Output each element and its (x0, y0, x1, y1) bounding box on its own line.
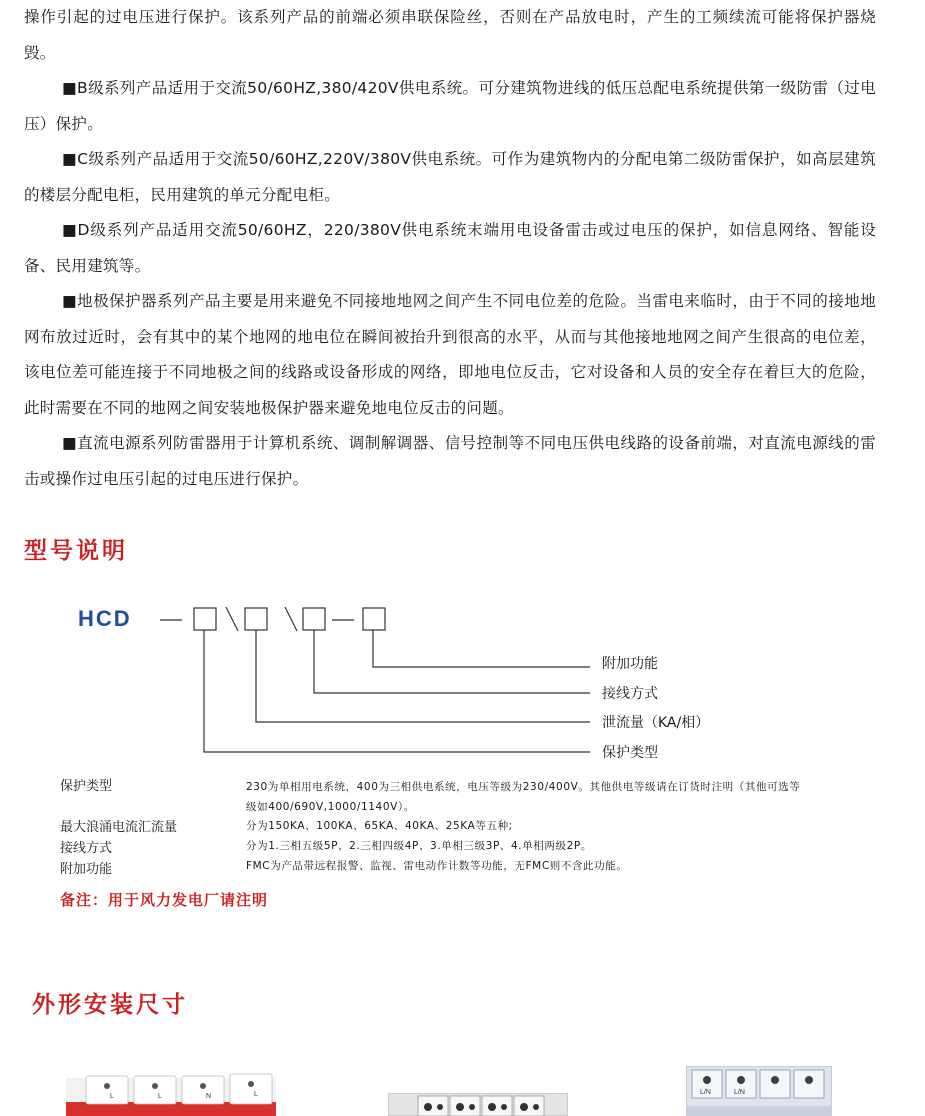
desc-label-wiring: 接线方式 (60, 841, 113, 856)
module-unit (182, 1076, 224, 1104)
dimensions-section-title: 外形安装尺寸 (32, 992, 188, 1018)
model-prefix: HCD (78, 606, 132, 631)
callout-function: 附加功能 (602, 656, 658, 672)
desc-text-function: FMC为产品带远程报警、监视、雷电动作计数等功能，无FMC则不含此功能。 (246, 860, 628, 872)
model-section-title: 型号说明 (24, 538, 128, 564)
desc-text-surge: 分为150KA、100KA、65KA、40KA、25KA等五种; (246, 820, 513, 832)
leader-protection-type (204, 630, 590, 752)
code-box-wiring (303, 608, 325, 630)
desc-text-protection-type: 230为单相用电系统，400为三相供电系统，电压等级为230/400V。其他供电等级请在订货时注明（其他可选等级如400/690V,1000/1140V）。 (246, 781, 801, 813)
paragraph-intro-tail: 操作引起的过电压进行保护。该系列产品的前端必须串联保险丝，否则在产品放电时，产生的工频续流可能将保护器烧毁。 (24, 8, 876, 62)
terminal-label: N (206, 1093, 212, 1100)
leader-discharge (256, 630, 590, 722)
callout-discharge: 泄流量（KA/相） (602, 715, 710, 731)
terminal-icon (488, 1103, 496, 1111)
terminal-icon (200, 1083, 206, 1089)
callout-wiring: 接线方式 (602, 686, 658, 702)
leader-wiring (314, 630, 590, 693)
terminal-icon (805, 1076, 813, 1084)
terminal-icon (469, 1104, 475, 1110)
paragraph-ground-protector: ■地极保护器系列产品主要是用来避免不同接地地网之间产生不同电位差的危险。当雷电来临时，由于不同的接地地网布放过近时，会有其中的某个地网的地电位在瞬间被抬升到很高的水平，从而与其他接地地网之间产生很高的电位差，该电位差可能连接于不同地极之间的线路或设备形成的网络，即地电位反击，它对设备和人员的安全存在着巨大的危险，此时需要在不同的地网之间安装地极保护器来避免地电位反击的问题。 (24, 292, 876, 417)
terminal-icon (104, 1083, 110, 1089)
paragraph-b-class: ■B级系列产品适用于交流50/60HZ,380/420V供电系统。可分建筑物进线的低压总配电系统提供第一级防雷（过电压）保护。 (24, 79, 876, 133)
terminal-label: L/N (734, 1089, 745, 1096)
terminal-label: L/N (700, 1089, 711, 1096)
terminal-icon (771, 1076, 779, 1084)
module-unit (134, 1076, 176, 1104)
paragraph-dc-protector: ■直流电源系列防雷器用于计算机系统、调制解调器、信号控制等不同电压供电线路的设备前端，对直流电源线的雷击或操作过电压引起的过电压进行保护。 (24, 434, 876, 488)
callout-protection-type: 保护类型 (602, 745, 658, 761)
desc-label-function: 附加功能 (60, 862, 113, 877)
terminal-icon (456, 1103, 464, 1111)
slash-separator (285, 607, 297, 631)
module-unit (514, 1096, 544, 1116)
terminal-icon (533, 1104, 539, 1110)
model-code-diagram (0, 595, 925, 770)
model-note: 备注：用于风力发电厂请注明 (60, 891, 269, 909)
product-photo-blue-modules (686, 1066, 832, 1116)
desc-label-surge: 最大浪涌电流汇流量 (60, 820, 178, 835)
terminal-icon (248, 1081, 254, 1087)
paragraph-c-class: ■C级系列产品适用于交流50/60HZ,220V/380V供电系统。可作为建筑物内的分配电第二级防雷保护，如高层建筑的楼层分配电柜，民用建筑的单元分配电柜。 (24, 150, 876, 204)
module-unit (450, 1096, 480, 1116)
terminal-icon (737, 1076, 745, 1084)
desc-label-protection-type: 保护类型 (60, 779, 113, 794)
module-unit (482, 1096, 512, 1116)
terminal-label: L (254, 1091, 258, 1098)
module-unit (418, 1096, 448, 1116)
product-photo-grey-modules (388, 1093, 568, 1116)
terminal-label: L (158, 1093, 162, 1100)
leader-function (373, 630, 590, 667)
desc-text-wiring: 分为1.三相五级5P、2.三相四级4P、3.单相三级3P、4.单相两级2P。 (246, 840, 592, 852)
code-box-function (363, 608, 385, 630)
terminal-icon (703, 1076, 711, 1084)
slash-separator (226, 607, 238, 631)
code-box-discharge (245, 608, 267, 630)
terminal-icon (437, 1104, 443, 1110)
terminal-icon (520, 1103, 528, 1111)
product-photo-red-modules (66, 1072, 276, 1116)
terminal-icon (501, 1104, 507, 1110)
terminal-icon (424, 1103, 432, 1111)
paragraph-d-class: ■D级系列产品适用交流50/60HZ，220/380V供电系统末端用电设备雷击或过电压的保护，如信息网络、智能设备、民用建筑等。 (24, 221, 876, 275)
terminal-icon (152, 1083, 158, 1089)
terminal-label: L (110, 1093, 114, 1100)
module-base (686, 1106, 832, 1116)
module-unit (86, 1076, 128, 1104)
code-box-protection-type (194, 608, 216, 630)
module-unit (230, 1074, 272, 1104)
